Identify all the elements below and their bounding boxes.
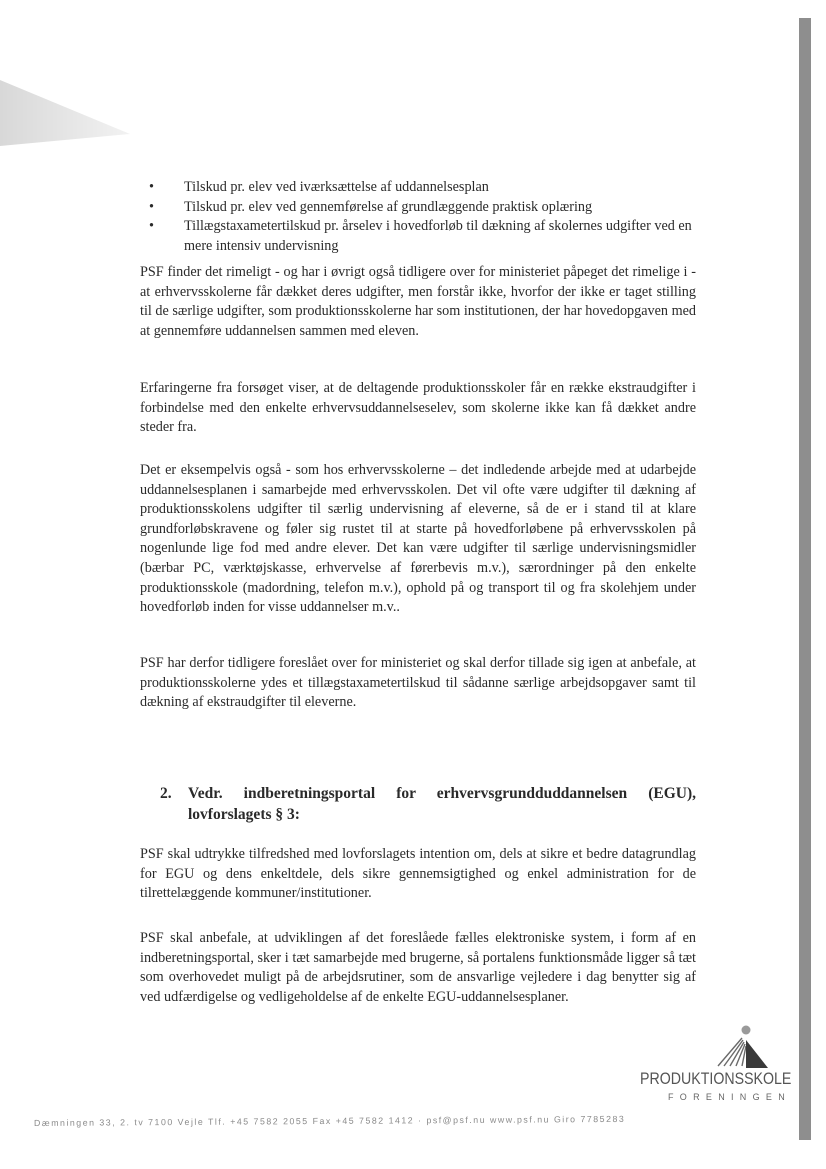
paragraph-portal: PSF skal anbefale, at udviklingen af det foreslåede fælles elektroniske system, i form af en indberetningsportal, sker i tæt samarbejde med brugerne, så portalens funktionsmåde ligger så tæt som overhovedet muligt på de arbejdsrutiner, som de ansvarlige vejledere i dag benytter sig af ved udfærdigelse og vedligeholdelse af de enkelte EGU-uddannelsesplaner. <box>140 930 696 1005</box>
logo-subtitle: FORENINGEN <box>668 1092 792 1102</box>
section-number: 2. <box>160 785 172 802</box>
paragraph-recommendation: PSF har derfor tidligere foreslået over for ministeriet og skal derfor tillade sig igen at anbefale, at produktionsskolerne ydes et tillægstaxametertilskud til sådanne særlige arbejdsopgaver samt til dækning af ekstraudgifter til eleverne. <box>140 655 696 711</box>
paragraph-satisfaction: PSF skal udtrykke tilfredshed med lovforslagets intention om, dels at sikre et bedre datagrundlag for EGU og dens enkeltdele, dels sikre gennemsigtighed og enkel administration for de tilrettelæggende kommuner/institutioner. <box>140 846 696 902</box>
bullet-icon: • <box>149 198 154 215</box>
letterhead-corner-graphic <box>0 68 140 158</box>
logo-name: PRODUKTIONSSKOLE <box>640 1070 792 1088</box>
section-heading <box>160 783 696 825</box>
bullet-icon: • <box>149 179 154 195</box>
paragraph-expenses: PSF finder det rimeligt - og har i øvrigt også tidligere over for ministeriet påpeget det rimelige i - at erhvervsskolerne får dækket deres udgifter, men forstår ikke, hvorfor der ikke er taget stilling til de særlige udgifter, som produktionsskolerne har som institutionen, der har hovedopgaven med at gennemføre uddannelsen sammen med eleven. <box>140 264 696 339</box>
paragraph-examples: Det er eksempelvis også - som hos erhvervsskolerne – det indledende arbejde med at udarbejde uddannelsesplanen i samarbejde med erhvervsskolen. Det vil ofte være udgifter til dækning af produktionsskolens udgifter til særlig undervisning af eleverne, så de er i stand til at klare grundforløbskravene og føler sig rustet til at starte på hovedforløbene på erhvervsskolen på nogenlunde lige fod med andre elever. Det kan være udgifter til særlige undervisningsmidler (bærbar PC, værktøjskasse, erhvervelse af førerbevis m.v.), særordninger på den enkelte produktionsskole (madordning, telefon m.v.), ophold på og transport til og fra skolehjem under hovedforløb inden for visse uddannelser m.v.. <box>140 462 696 616</box>
paragraph-experience: Erfaringerne fra forsøget viser, at de deltagende produktionsskoler får en række ekstraudgifter i forbindelse med den enkelte erhvervsuddannelseselev, som skolerne ikke kan få dækket andre steder fra. <box>140 380 696 436</box>
bullet-list <box>140 178 696 256</box>
page-footer: Dæmningen 33, 2. tv 7100 Vejle Tlf. +45 7582 2055 Fax +45 7582 1412 · psf@psf.nu www.psf.nu Giro 7785283 <box>34 1113 626 1128</box>
bullet-icon: • <box>149 218 154 235</box>
scan-edge-bar <box>799 18 811 1140</box>
section-title: Vedr. indberetningsportal for erhvervsgrundduddannelsen (EGU), lovforslagets § 3: <box>188 785 696 823</box>
list-item: • Tilskud pr. elev ved gennemførelse af grundlæggende praktisk oplæring <box>140 198 696 218</box>
list-item: • Tilskud pr. elev ved iværksættelse af uddannelsesplan <box>140 178 696 198</box>
list-item: • Tillægstaxametertilskud pr. årselev i hovedforløb til dækning af skolernes udgifter ved en mere intensiv undervisning <box>149 218 692 254</box>
